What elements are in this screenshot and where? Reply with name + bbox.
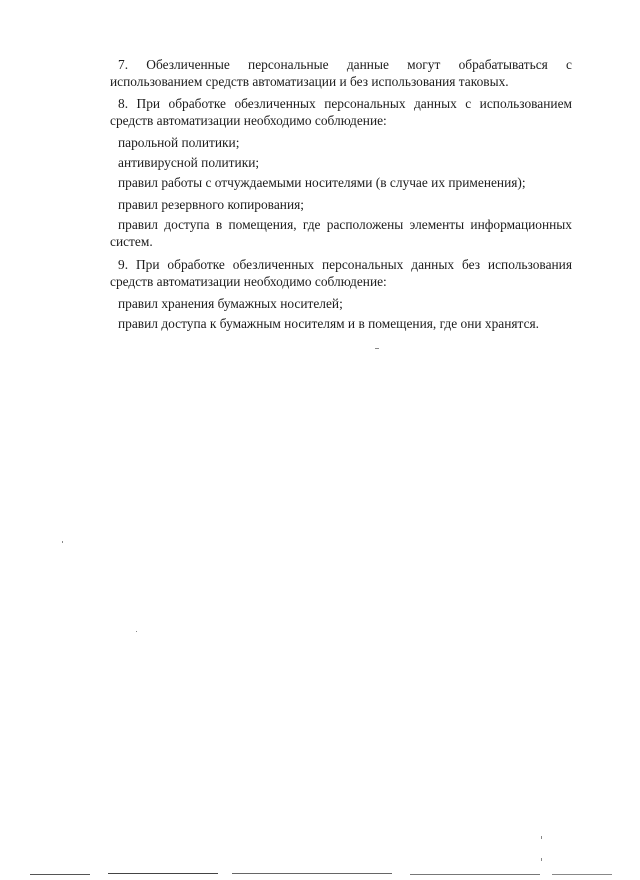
paragraph-8 [110, 95, 572, 129]
list-item: правил резервного копирования; [118, 197, 304, 212]
paragraph-7 [110, 56, 572, 90]
list-item: правил работы с отчуждаемыми носителями (в случае их применения); [118, 175, 526, 190]
list-item: антивирусной политики; [118, 155, 260, 170]
paragraph-9 [110, 256, 572, 290]
scan-speck [136, 631, 137, 632]
scan-speck [541, 858, 542, 861]
scan-speck [541, 836, 542, 839]
list-item: парольной политики; [118, 135, 240, 150]
scan-edge-line [552, 874, 612, 875]
scan-edge-line [108, 873, 218, 874]
paragraph-9-line-2: средств автоматизации необходимо соблюдение: [110, 274, 387, 289]
scan-edge-line [30, 874, 90, 875]
list-item: правил хранения бумажных носителей; [118, 296, 343, 311]
list-item-multiline [110, 216, 572, 250]
paragraph-8-line-1: 8. При обработке обезличенных персональных данных с использованием [118, 96, 572, 111]
list-item-line-2: систем. [110, 234, 153, 249]
paragraph-9-line-1: 9. При обработке обезличенных персональных данных без использования [118, 257, 572, 272]
paragraph-7-line-1: 7. Обезличенные персональные данные могут обрабатываться с [118, 57, 572, 72]
list-item: правил доступа к бумажным носителям и в помещения, где они хранятся. [118, 316, 540, 331]
scan-edge-line [232, 873, 392, 874]
scan-edge-line [410, 874, 540, 875]
scan-speck [375, 348, 379, 349]
scan-speck [62, 541, 63, 543]
paragraph-7-line-2: использованием средств автоматизации и без использования таковых. [110, 74, 509, 89]
list-item-line-1: правил доступа в помещения, где расположены элементы информационных [118, 217, 572, 232]
paragraph-8-line-2: средств автоматизации необходимо соблюдение: [110, 113, 387, 128]
